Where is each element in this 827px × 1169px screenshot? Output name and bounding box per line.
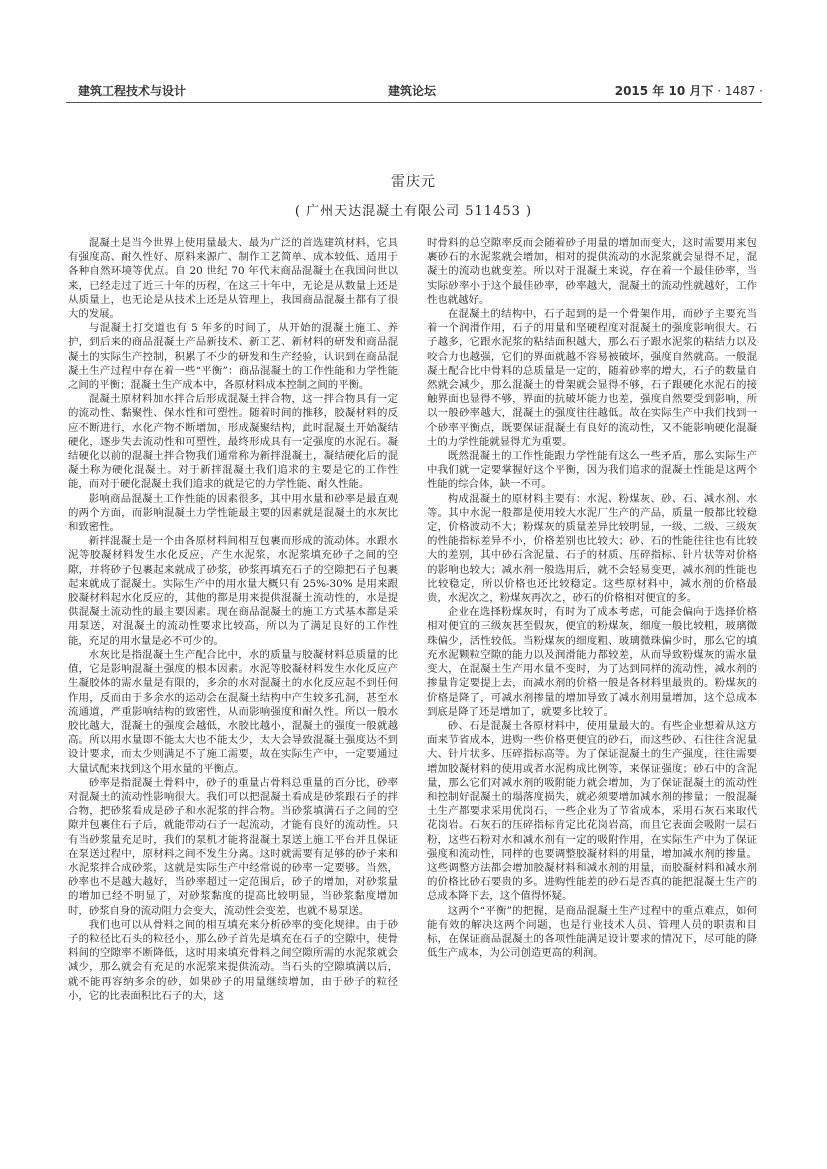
author-name: 雷庆元 <box>391 174 436 190</box>
paragraph: 在混凝土的结构中，石子起到的是一个骨架作用，而砂子主要充当着一个润滑作用，石子的用量和坚硬程度对混凝土的强度影响很大。石子越多，它跟水泥浆的粘结面积越大，那么石子跟水泥浆的粘结力以及咬合力也越强，它们的界面就越不容易被破坏，强度自然就高。一般混凝土配合比中骨料的总质量是一定的，随着砂率的增大，石子的数量自然就会减少，那么混凝土的骨架就会显得不够，石子跟硬化水泥石的接触界面也显得不够，界面的抗破坏能力也差，强度自然要受到影响，所以一般砂率越大，混凝土的强度往往越低。故在实际生产中我们找到一个砂率平衡点，既要保证混凝土有良好的流动性，又不能影响硬化混凝土的力学性能就显得尤为重要。 <box>427 308 757 448</box>
paragraph: 构成混凝土的原材料主要有：水泥、粉煤灰、砂、石、减水剂、水等。其中水泥一般都是使用较大水泥厂生产的产品，质量一般都比较稳定，价格波动不大；粉煤灰的质量差异比较明显，一级、二级、三级灰的性能指标差异不小，价格差别也比较大；砂、石的性能往往也有比较大的差别，其中砂石含泥量、石子的材质、压碎指标、针片状等对价格的影响也较大；减水剂一般选用后，就不会轻易变更，减水剂的性能也比较稳定，所以价格也还比较稳定。这些原材料中，减水剂的价格最贵，水泥次之，粉煤灰再次之，砂石的价格相对便宜的多。 <box>427 492 757 605</box>
paragraph: 水灰比是指混凝土生产配合比中，水的质量与胶凝材料总质量的比值，它是影响混凝土强度的根本因素。水泥等胶凝材料发生水化反应产生凝胶体的需水量是有限的，多余的水对混凝土的水化反应起不到任何作用，反而由于多余水的运动会在混凝土结构中产生较多孔洞，甚至水流通道，严重影响结构的致密性，从而影响强度和耐久性。所以一般水胶比越大，混凝土的强度会越低，水胶比越小，混凝土的强度一般就越高。所以用水量即不能太大也不能太少，太大会导致混凝土强度达不到设计要求，而太少则满足不了施工需要，故在实际生产中，一定要通过大量试配来找到这个用水量的平衡点。 <box>68 648 398 775</box>
issue-info <box>615 82 763 99</box>
paragraph: 混凝土原材料加水拌合后形成混凝土拌合物，这一拌合物具有一定的流动性、黏聚性、保水性和可塑性。随着时间的推移，胶凝材料的反应不断进行，水化产物不断增加，形成凝聚结构，此时混凝土开始凝结硬化，逐步失去流动性和可塑性，最终形成具有一定强度的水泥石。凝结硬化以前的混凝土拌合物我们通常称为新拌混凝土，凝结硬化后的混凝土称为硬化混凝土。对于新拌混凝土我们追求的主要是它的工作性能，而对于硬化混凝土我们追求的就是它的力学性能、耐久性能。 <box>68 393 398 491</box>
journal-name: 建筑工程技术与设计 <box>78 84 187 98</box>
paragraph: 这两个“平衡”的把握，是商品混凝土生产过程中的重点难点，如何能有效的解决这两个问题，也是行业技术人员、管理人员的职责和目标，在保证商品混凝土的各项性能满足设计要求的情况下，尽可能的降低生产成本，为公司创造更高的利润。 <box>427 904 757 960</box>
paragraph: 影响商品混凝土工作性能的因素很多，其中用水量和砂率是最直观的两个方面，而影响混凝土力学性能最主要的因素就是混凝土的水灰比和致密性。 <box>68 492 398 534</box>
section-name: 建筑论坛 <box>388 84 437 98</box>
paragraph: 与混凝土打交道也有 5 年多的时间了，从开始的混凝土施工、养护，到后来的商品混凝土产品新技术、新工艺、新材料的研发和商品混凝土的实际生产控制，积累了不少的研发和生产经验，认识到在商品混凝土生产过程中存在着一些“平衡”：商品混凝土的工作性能和力学性能之间的平衡；混凝土生产成本中，各原材料成本控制之间的平衡。 <box>68 322 398 392</box>
paragraph: 砂率是指混凝土骨料中，砂子的重量占骨料总重量的百分比，砂率对混凝土的流动性影响很大。我们可以把混凝土看成是砂浆跟石子的拌合物，把砂浆看成是砂子和水泥浆的拌合物。当砂浆填满石子之间的空隙并包裹住石子后，就能带动石子一起流动，才能有良好的流动性。只有当砂浆量充足时，我们的泵机才能将混凝土泵送上施工平台并且保证在泵送过程中，原材料之间不发生分离。这时就需要有足够的砂子来和水泥浆拌合成砂浆，这就是实际生产中经常说的砂率一定要够。当然，砂率也不是越大越好，当砂率超过一定范围后，砂子的增加，对砂浆量的增加已经不明显了，对砂浆黏度的提高比较明显，当砂浆黏度增加时，砂浆自身的流动阻力会变大，流动性会变差，也就不易泵送。 <box>68 776 398 917</box>
paragraph: 我们也可以从骨料之间的相互填充来分析砂率的变化规律。由于砂子的粒径比石头的粒径小，那么砂子首先是填充在石子的空隙中，使骨料间的空隙率不断降低，这时用来填充骨料之间空隙所需的水泥浆就会减少，那么就会有充足的水泥浆来提供流动。当石头的空隙填满以后，就不能再容纳多余的砂，如果砂子的用量继续增加，由于砂子的粒径小，它的比表面积比石子的大，这 <box>68 918 398 1002</box>
paragraph: 既然混凝土的工作性能跟力学性能有这么一些矛盾，那么实际生产中我们就一定要掌握好这个平衡，因为我们追求的混凝土性能是这两个性能的综合体，缺一不可。 <box>427 450 757 491</box>
running-header <box>0 80 827 100</box>
issue-date: 2015 年 10 月下 <box>614 84 714 98</box>
left-column <box>68 236 398 1003</box>
paragraph: 砂、石是混凝土各原材料中，使用量最大的。有些企业想着从这方面来节省成本，进购一些价格更便宜的砂石，而这些砂、石往往含泥量大、针片状多、压碎指标高等。为了保证混凝土的生产强度，往往需要增加胶凝材料的使用或者水泥构成比例等，来保证强度；砂石中的含泥量，那么它们对减水剂的吸附能力就会增加，为了保证混凝土的流动性和控制好混凝土的塌落度损失，就必须要增加减水剂的掺量；一般混凝土生产都要求采用优岗石，一些企业为了节省成本，采用石灰石来取代花岗岩。石灰石的压碎指标肯定比花岗岩高，而且它表面会吸附一层石粉，这些石粉对水和减水剂有一定的吸附作用，在实际生产中为了保证强度和流动性，同样的也要调整胶凝材料的用量，增加减水剂的掺量。这些调整方法都会增加胶凝材料和减水剂的用量，而胶凝材料和减水剂的价格比砂石要贵的多。进购性能差的砂石是否真的能把混凝土生产的总成本降下去，这个值得怀疑。 <box>427 719 757 903</box>
right-column <box>427 236 757 960</box>
page-number: · 1487 · <box>717 84 763 98</box>
paragraph: 企业在选择粉煤灰时，有时为了成本考虑，可能会偏向于选择价格相对便宜的三级灰甚至假灰，便宜的粉煤灰，细度一般比较粗，玻璃微珠偏少，活性较低。当粉煤灰的细度粗、玻璃微珠偏少时，那么它的填充水泥颗粒空隙的能力以及润滑能力都较差，从而导致粉煤灰的需水量变大，在混凝土生产用水量不变时，为了达到同样的流动性，减水剂的掺量肯定要提上去，而减水剂的价格一般是各材料里最贵的。粉煤灰的价格是降了，可减水剂掺量的增加导致了减水剂用量增加，这个总成本到底是降了还是增加了，就要多比较了。 <box>427 606 757 718</box>
paragraph: 混凝土是当今世界上使用量最大、最为广泛的首选建筑材料，它具有强度高、耐久性好、原料来源广、制作工艺简单、成本较低、适用于各种自然环境等优点。自 20 世纪 70 年代末商品混凝土在我国问世以来，已经走过了近三十年的历程，在这三十年中，无论是从数量上还是从质量上，也无论是从技术上还是从管理上，我国商品混凝土都有了很大的发展。 <box>68 237 398 321</box>
paragraph-continued: 时骨料的总空隙率反而会随着砂子用量的增加而变大，这时需要用来包裹砂石的水泥浆就会增加，相对的提供流动的水泥浆就会显得不足，混凝土的流动也就变差。所以对于混凝土来说，存在着一个最佳砂率，当实际砂率小于这个最佳砂率，砂率越大，混凝土的流动性就越好，工作性也就越好。 <box>427 237 757 306</box>
author-affiliation: ( 广州天达混凝土有限公司 511453 ) <box>294 204 533 219</box>
header-rule <box>66 102 762 103</box>
paragraph: 新拌混凝土是一个由各原材料间相互包裹而形成的流动体。水跟水泥等胶凝材料发生水化反应，产生水泥浆，水泥浆填充砂子之间的空隙，并将砂子包裹起来就成了砂浆，砂浆再填充石子的空隙把石子包裹起来就成了混凝土。实际生产中的用水量大概只有 25%-30% 是用来跟胶凝材料起水化反应的，其他的都是用来提供混凝土流动性的，水是提供混凝土流动性的最主要因素。现在商品混凝土的施工方式基本都是采用泵送，对混凝土的流动性要求比较高，所以为了满足良好的工作性能，充足的用水量是必不可少的。 <box>68 535 398 647</box>
